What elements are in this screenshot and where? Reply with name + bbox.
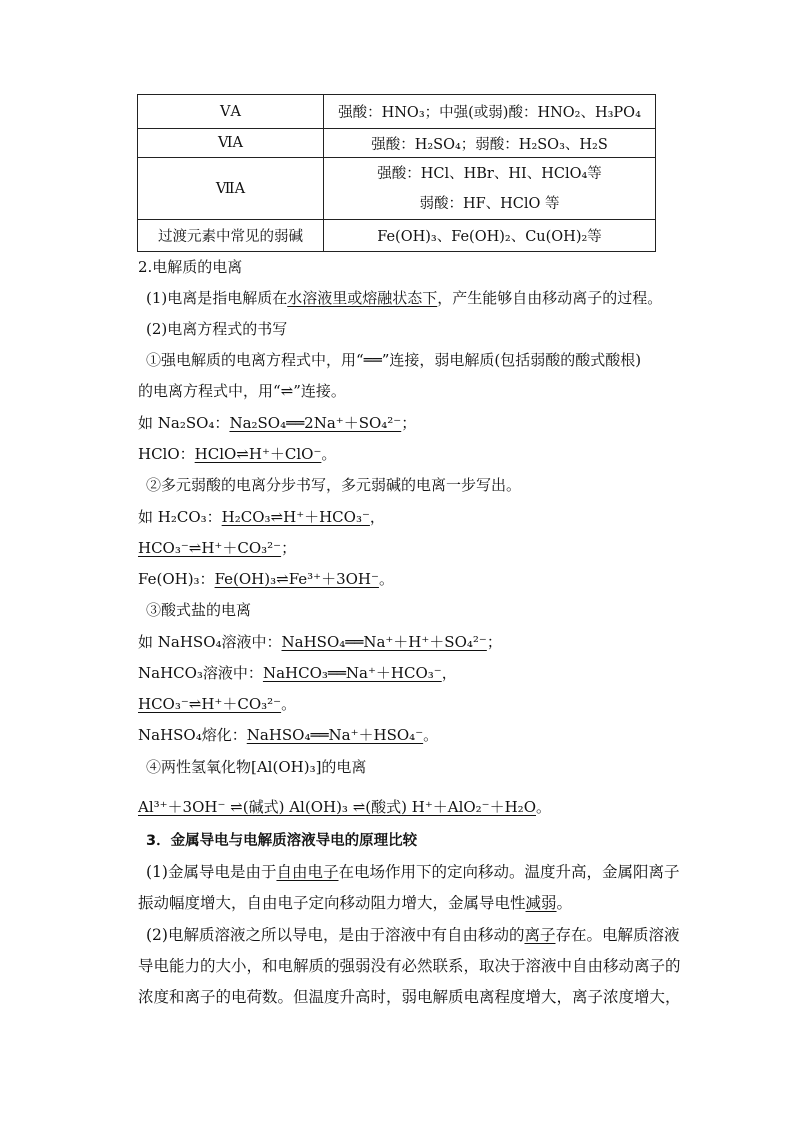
key-term: 离子: [524, 926, 556, 944]
text: ；: [281, 539, 297, 557]
label: 如 NaHSO₄溶液中：: [138, 633, 282, 651]
label: NaHSO₄熔化：: [138, 726, 247, 744]
paragraph-amphoteric: ④两性氢氧化物[Al(OH)₃]的电离: [146, 758, 367, 776]
label: NaHCO₃溶液中：: [138, 664, 263, 682]
equation: H₂CO₃⇌H⁺＋HCO₃⁻: [221, 508, 370, 526]
section-2-heading: 2.电解质的电离: [138, 258, 243, 276]
group-cell: ⅤA: [138, 95, 324, 129]
equation-nahso4-solution: [138, 632, 502, 652]
text: ，: [369, 508, 385, 526]
paragraph-solution-conduction-1: [146, 925, 680, 945]
text: 。: [281, 695, 297, 713]
equation-hclo: [138, 444, 336, 464]
equation-nahso4-melt: [138, 725, 438, 745]
paragraph-metal-conduction-2: [138, 893, 572, 913]
equation-h2co3: [138, 507, 385, 527]
equation: Na₂SO₄══2Na⁺＋SO₄²⁻: [229, 414, 402, 432]
text: 存在。电解质溶液: [555, 926, 680, 944]
section-3-heading: 3．金属导电与电解质溶液导电的原理比较: [146, 833, 418, 849]
equation: Al³⁺＋3OH⁻ ⇌(碱式) Al(OH)₃ ⇌(酸式) H⁺＋AlO₂⁻＋H₂O: [138, 798, 536, 816]
text: 。: [423, 726, 439, 744]
text: ；: [486, 633, 502, 651]
paragraph-polyprotic: ②多元弱酸的电离分步书写，多元弱碱的电离一步写出。: [146, 476, 522, 494]
key-term: 自由电子: [276, 863, 339, 881]
text: (2)电解质溶液之所以导电，是由于溶液中有自由移动的: [146, 926, 525, 944]
equation-na2so4: [138, 413, 416, 433]
text: ；: [401, 414, 417, 432]
acid-cell: [324, 158, 656, 220]
acid-cell: 强酸：HNO₃；中强(或弱)酸：HNO₂、H₃PO₄: [324, 95, 656, 129]
group-cell: 过渡元素中常见的弱碱: [138, 220, 324, 252]
text: 在电场作用下的定向移动。温度升高，金属阳离子: [338, 863, 680, 881]
table-row: [138, 129, 656, 158]
paragraph-solution-conduction-3: 浓度和离子的电荷数。但温度升高时，弱电解质电离程度增大，离子浓度增大，: [138, 988, 681, 1006]
equation: NaHSO₄══Na⁺＋H⁺＋SO₄²⁻: [281, 633, 487, 651]
paragraph-acid-salts: ③酸式盐的电离: [146, 601, 252, 619]
equation-aloh3: [138, 797, 551, 817]
text: 。: [378, 570, 394, 588]
paragraph-rule-line-2: 的电离方程式中，用“⇌”连接。: [138, 382, 346, 400]
acid-cell: 强酸：H₂SO₄；弱酸：H₂SO₃、H₂S: [324, 129, 656, 158]
equation: NaHSO₄══Na⁺＋HSO₄⁻: [246, 726, 424, 744]
equation: HCO₃⁻⇌H⁺＋CO₃²⁻: [138, 539, 282, 557]
equation-feoh3: [138, 569, 394, 589]
text: (1)金属导电是由于: [146, 863, 277, 881]
text: 。: [556, 894, 573, 912]
acid-line: 弱酸：HF、HClO 等: [419, 195, 560, 212]
paragraph-metal-conduction-1: [146, 862, 680, 882]
group-cell: ⅦA: [138, 158, 324, 220]
paragraph-ionization-definition: [146, 288, 662, 308]
acid-base-table: [137, 94, 656, 252]
paragraph-equation-writing: (2)电离方程式的书写: [146, 320, 288, 338]
equation-hco3: [138, 538, 296, 558]
key-term: 水溶液里或熔融状态下: [287, 289, 438, 307]
acid-line: 强酸：HCl、HBr、HI、HClO₄等: [377, 165, 602, 182]
label: Fe(OH)₃：: [138, 570, 215, 588]
paragraph-rule-line-1: ①强电解质的电离方程式中，用“══”连接，弱电解质(包括弱酸的酸式酸根): [146, 351, 642, 369]
equation: NaHCO₃══Na⁺＋HCO₃⁻: [262, 664, 442, 682]
equation-nahco3-solution: [138, 663, 457, 683]
key-term: 减弱: [525, 894, 557, 912]
group-cell: ⅥA: [138, 129, 324, 158]
text: (1)电离是指电解质在: [146, 289, 288, 307]
equation: Fe(OH)₃⇌Fe³⁺＋3OH⁻: [214, 570, 379, 588]
text: 振动幅度增大，自由电子定向移动阻力增大，金属导电性: [138, 894, 526, 912]
acid-cell: Fe(OH)₃、Fe(OH)₂、Cu(OH)₂等: [324, 220, 656, 252]
text: 。: [536, 798, 552, 816]
table-row: [138, 95, 656, 129]
table-row: [138, 158, 656, 220]
text: 。: [321, 445, 337, 463]
label: HClO：: [138, 445, 195, 463]
label: 如 Na₂SO₄：: [138, 414, 230, 432]
equation: HCO₃⁻⇌H⁺＋CO₃²⁻: [138, 695, 282, 713]
paragraph-solution-conduction-2: 导电能力的大小，和电解质的强弱没有必然联系，取决于溶液中自由移动离子的: [138, 957, 681, 975]
equation: HClO⇌H⁺＋ClO⁻: [194, 445, 322, 463]
table-row: [138, 220, 656, 252]
equation-hco3-second: [138, 694, 296, 714]
label: 如 H₂CO₃：: [138, 508, 222, 526]
text: ，: [441, 664, 457, 682]
text: ，产生能够自由移动离子的过程。: [437, 289, 663, 307]
